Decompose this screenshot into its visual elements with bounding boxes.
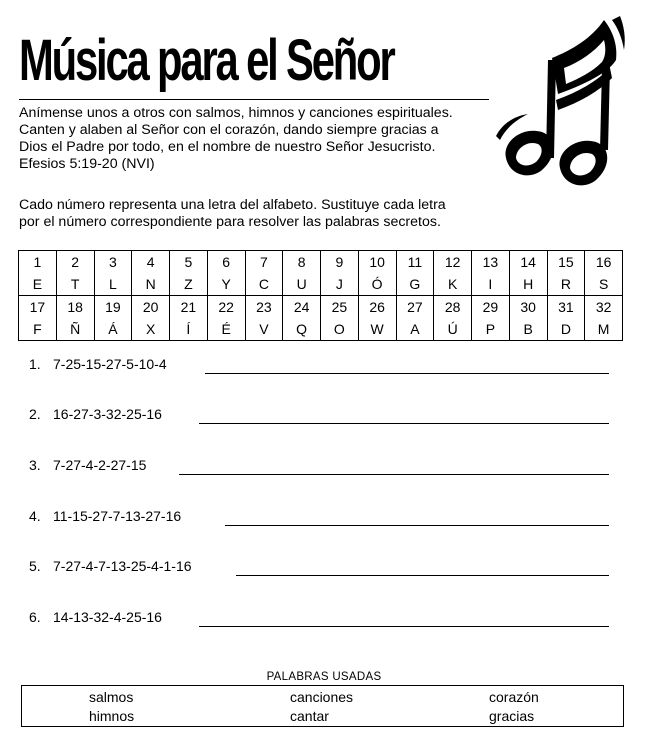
cipher-number: 22 — [207, 296, 245, 319]
cipher-number: 16 — [585, 251, 623, 274]
cipher-letter: V — [245, 318, 283, 341]
word-item: gracias — [489, 708, 535, 724]
cipher-letter: L — [94, 273, 132, 296]
cipher-number: 18 — [56, 296, 94, 319]
cipher-letter: É — [207, 318, 245, 341]
cipher-letter: N — [132, 273, 170, 296]
cipher-number: 21 — [170, 296, 208, 319]
problem-number: 5. — [29, 558, 41, 574]
page-title: Música para el Señor — [19, 28, 394, 93]
word-item: salmos — [89, 689, 134, 705]
cipher-letter: B — [509, 318, 547, 341]
cipher-number: 32 — [585, 296, 623, 319]
cipher-letter: H — [509, 273, 547, 296]
cipher-number: 23 — [245, 296, 283, 319]
word-item: canciones — [290, 689, 354, 705]
answer-line[interactable] — [179, 474, 609, 475]
problem-code: 7-27-4-2-27-15 — [53, 457, 147, 473]
cipher-number: 7 — [245, 251, 283, 274]
cipher-row-letters-1 — [19, 273, 623, 296]
problem-code: 11-15-27-7-13-27-16 — [53, 508, 182, 524]
problem-code: 16-27-3-32-25-16 — [53, 406, 162, 422]
words-used-title: PALABRAS USADAS — [266, 671, 382, 683]
words-used-box — [21, 685, 624, 727]
word-item: cantar — [290, 708, 329, 724]
cipher-number: 1 — [19, 251, 57, 274]
cipher-number: 3 — [94, 251, 132, 274]
cipher-letter: Ú — [434, 318, 472, 341]
answer-line[interactable] — [205, 373, 609, 374]
cipher-letter: X — [132, 318, 170, 341]
cipher-row-letters-2 — [19, 318, 623, 341]
cipher-number: 29 — [472, 296, 510, 319]
cipher-letter: M — [585, 318, 623, 341]
cipher-letter: E — [19, 273, 57, 296]
problem-number: 6. — [29, 609, 41, 625]
problem-row — [29, 456, 629, 478]
cipher-number: 12 — [434, 251, 472, 274]
answer-line[interactable] — [199, 626, 609, 627]
cipher-number: 27 — [396, 296, 434, 319]
cipher-number: 17 — [19, 296, 57, 319]
cipher-letter: I — [472, 273, 510, 296]
cipher-number: 15 — [547, 251, 585, 274]
problem-row — [29, 608, 629, 630]
cipher-letter: P — [472, 318, 510, 341]
cipher-letter: T — [56, 273, 94, 296]
problem-row — [29, 557, 629, 579]
problem-code: 14-13-32-4-25-16 — [53, 609, 162, 625]
cipher-letter: U — [283, 273, 321, 296]
problem-number: 1. — [29, 356, 41, 372]
cipher-letter: C — [245, 273, 283, 296]
cipher-number: 4 — [132, 251, 170, 274]
cipher-letter: Z — [170, 273, 208, 296]
cipher-table — [18, 250, 623, 341]
cipher-letter: O — [321, 318, 359, 341]
cipher-letter: F — [19, 318, 57, 341]
problem-code: 7-25-15-27-5-10-4 — [53, 356, 167, 372]
cipher-number: 25 — [321, 296, 359, 319]
cipher-number: 26 — [358, 296, 396, 319]
cipher-number: 31 — [547, 296, 585, 319]
title-divider — [19, 99, 489, 100]
music-note-icon — [492, 8, 632, 193]
cipher-letter: Ñ — [56, 318, 94, 341]
cipher-number: 2 — [56, 251, 94, 274]
word-item: himnos — [89, 708, 135, 724]
problem-number: 4. — [29, 508, 41, 524]
cipher-number: 20 — [132, 296, 170, 319]
bible-verse: Anímense unos a otros con salmos, himnos y canciones espirituales. Canten y alaben al Señor con el corazón, dando siempre gracias a Dios el Padre por todo, en el nombre de nuestro Señor Jesucristo. Efesios 5:19-20 (NVI) — [19, 105, 453, 172]
problem-row — [29, 405, 629, 427]
cipher-row-numbers-1 — [19, 251, 623, 274]
cipher-number: 24 — [283, 296, 321, 319]
word-item: corazón — [489, 689, 539, 705]
cipher-letter: Y — [207, 273, 245, 296]
cipher-number: 5 — [170, 251, 208, 274]
answer-line[interactable] — [236, 575, 609, 576]
cipher-number: 10 — [358, 251, 396, 274]
cipher-letter: J — [321, 273, 359, 296]
cipher-letter: W — [358, 318, 396, 341]
cipher-number: 6 — [207, 251, 245, 274]
cipher-number: 8 — [283, 251, 321, 274]
cipher-number: 28 — [434, 296, 472, 319]
problem-row — [29, 355, 629, 377]
cipher-letter: Á — [94, 318, 132, 341]
cipher-letter: Ó — [358, 273, 396, 296]
cipher-letter: K — [434, 273, 472, 296]
problem-number: 2. — [29, 406, 41, 422]
cipher-letter: Í — [170, 318, 208, 341]
cipher-row-numbers-2 — [19, 296, 623, 319]
answer-line[interactable] — [225, 525, 609, 526]
cipher-letter: R — [547, 273, 585, 296]
cipher-number: 11 — [396, 251, 434, 274]
cipher-number: 19 — [94, 296, 132, 319]
problem-code: 7-27-4-7-13-25-4-1-16 — [53, 558, 192, 574]
problem-row — [29, 507, 629, 529]
instructions: Cado número representa una letra del alfabeto. Sustituye cada letra por el número correspondiente para resolver las palabras secretos. — [19, 197, 446, 230]
cipher-number: 14 — [509, 251, 547, 274]
cipher-letter: A — [396, 318, 434, 341]
answer-line[interactable] — [199, 423, 609, 424]
problem-number: 3. — [29, 457, 41, 473]
cipher-number: 9 — [321, 251, 359, 274]
cipher-letter: G — [396, 273, 434, 296]
cipher-letter: S — [585, 273, 623, 296]
cipher-number: 13 — [472, 251, 510, 274]
cipher-letter: Q — [283, 318, 321, 341]
cipher-number: 30 — [509, 296, 547, 319]
cipher-letter: D — [547, 318, 585, 341]
